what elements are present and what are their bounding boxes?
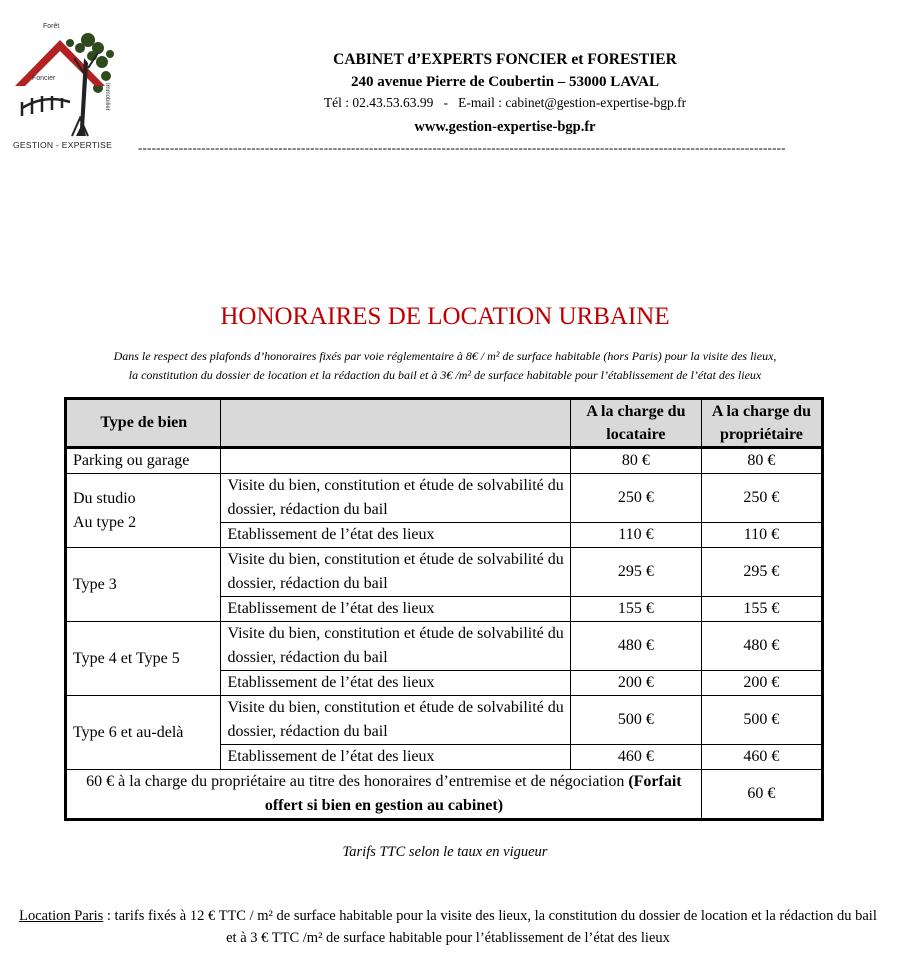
logo-house-tree-icon [10,18,125,143]
visit-desc: Visite du bien, constitution et étude de solvabilité du dossier, rédaction du bail [221,474,571,523]
visit-owner: 480 € [701,622,822,671]
visit-owner: 250 € [701,474,822,523]
etat-desc: Etablissement de l’état des lieux [221,671,571,696]
header-separator: ----------------------------------------------------------------------------------------------------------------------------------------------- [138,140,786,152]
visit-desc: Visite du bien, constitution et étude de solvabilité du dossier, rédaction du bail [221,622,571,671]
company-address: 240 avenue Pierre de Coubertin – 53000 LAVAL [351,74,659,90]
etat-tenant: 200 € [571,671,702,696]
company-website[interactable]: www.gestion-expertise-bgp.fr [414,119,596,135]
visit-desc: Visite du bien, constitution et étude de solvabilité du dossier, rédaction du bail [221,548,571,597]
category-cell [66,622,221,696]
logo-immobilier-label: Immobilier [104,83,110,111]
table-header-row [66,399,823,448]
visit-owner: 500 € [701,696,822,745]
etat-desc: Etablissement de l’état des lieux [221,745,571,770]
etat-tenant: 460 € [571,745,702,770]
parking-owner: 80 € [701,448,822,474]
category-label: Type 6 et au-delà [73,723,184,741]
category-label: Du studio [73,489,136,507]
forfait-text: 60 € à la charge du propriétaire au titre des honoraires d’entremise et de négociation [86,773,625,790]
visit-tenant: 480 € [571,622,702,671]
visit-desc: Visite du bien, constitution et étude de solvabilité du dossier, rédaction du bail [221,696,571,745]
paris-text: : tarifs fixés à 12 € TTC / m² de surface habitable pour la visite des lieux, la constitution du dossier de location et la rédaction du bail et à 3 € TTC /m² de surface habitable pour l’établissement de l’état des lieux [103,908,877,946]
visit-tenant: 295 € [571,548,702,597]
category-cell [66,548,221,622]
table-row-parking [66,448,823,474]
page-title: HONORAIRES DE LOCATION URBAINE [220,303,670,330]
logo-foret-label: Forêt [43,23,60,30]
category-cell [66,474,221,548]
parking-label: Parking ou garage [66,448,221,474]
header-blank [221,399,571,448]
parking-desc [221,448,571,474]
company-logo [10,18,125,153]
etat-owner: 110 € [701,523,822,548]
visit-owner: 295 € [701,548,822,597]
etat-desc: Etablissement de l’état des lieux [221,523,571,548]
etat-owner: 155 € [701,597,822,622]
category-label: Type 3 [73,575,117,593]
table-row-forfait [66,770,823,820]
etat-owner: 200 € [701,671,822,696]
paris-label: Location Paris [19,908,104,924]
parking-tenant: 80 € [571,448,702,474]
etat-tenant: 110 € [571,523,702,548]
fees-table [64,397,824,821]
forfait-bold-note: (Forfait offert si bien en gestion au cabinet) [264,773,682,814]
etat-tenant: 155 € [571,597,702,622]
category-cell [66,696,221,770]
forfait-owner: 60 € [701,770,822,820]
header-type: Type de bien [66,399,221,448]
logo-brand-label: GESTION - EXPERTISE [13,140,113,150]
header-owner: A la charge du propriétaire [701,399,822,448]
forfait-text-cell [66,770,702,820]
table-row [66,548,823,597]
visit-tenant: 250 € [571,474,702,523]
category-label: Type 4 et Type 5 [73,649,180,667]
table-row [66,696,823,745]
intro-line-2: la constitution du dossier de location et la rédaction du bail et à 3€ /m² de surface habitable pour l’établissement de l’état des lieux [128,368,762,382]
intro-text [20,347,870,385]
header-tenant: A la charge du locataire [571,399,702,448]
tarifs-note: Tarifs TTC selon le taux en vigueur [342,844,548,860]
paris-note [14,905,882,949]
logo-foncier-label: Foncier [32,75,56,82]
company-name: CABINET d’EXPERTS FONCIER et FORESTIER [333,51,677,68]
intro-line-1: Dans le respect des plafonds d’honoraires fixés par voie réglementaire à 8€ / m² de surface habitable (hors Paris) pour la visite des lieux, [113,349,777,363]
category-label-2: Au type 2 [73,513,137,531]
table-row [66,622,823,671]
company-contact: Tél : 02.43.53.63.99 - E-mail : cabinet@gestion-expertise-bgp.fr [323,95,687,110]
etat-desc: Etablissement de l’état des lieux [221,597,571,622]
visit-tenant: 500 € [571,696,702,745]
etat-owner: 460 € [701,745,822,770]
table-row [66,474,823,523]
